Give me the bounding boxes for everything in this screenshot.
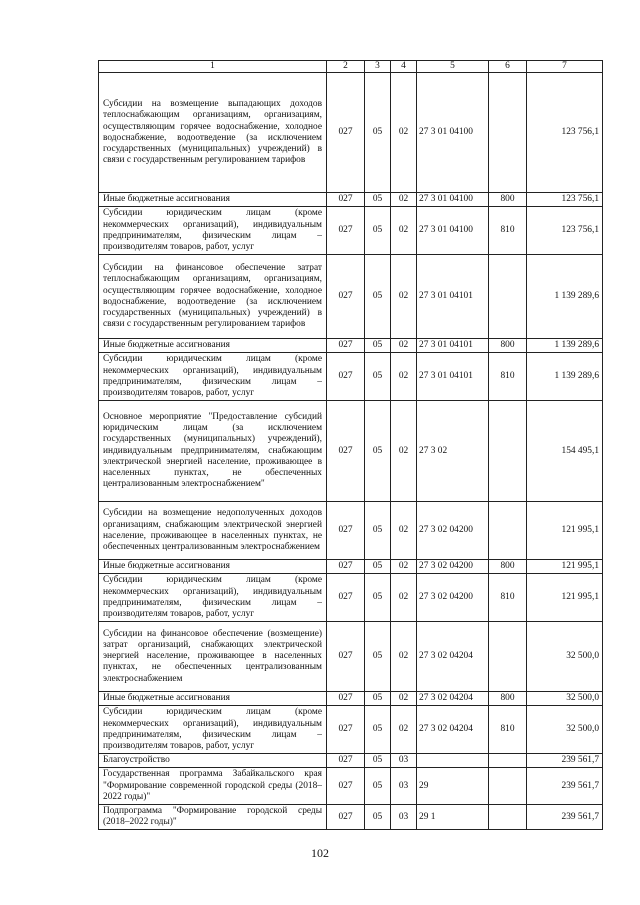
- column-header: 7: [527, 61, 603, 73]
- amount-cell: 239 561,7: [527, 768, 603, 805]
- subsection-cell: 02: [391, 401, 417, 502]
- target-article-cell: 29 1: [417, 805, 489, 830]
- row-name-cell: Основное мероприятие "Предоставление субсидий юридическим лицам (за исключением государственных (муниципальных) учреждений), индивидуальным предпринимателям, снабжающим электрической энергией население, проживающее в населенных пунктах, не обеспеченных централизованным электроснабжением": [99, 401, 327, 502]
- expense-type-cell: [489, 805, 527, 830]
- table-row: [99, 706, 603, 754]
- amount-cell: 32 500,0: [527, 622, 603, 692]
- amount-cell: 123 756,1: [527, 193, 603, 207]
- section-cell: 05: [365, 805, 391, 830]
- table-row: [99, 574, 603, 622]
- target-article-cell: [417, 754, 489, 768]
- row-name-cell: Субсидии на финансовое обеспечение затрат теплоснабжающим организациям, организациям, осуществляющим горячее водоснабжение, холодное водоснабжение, водоотведение (за исключением государственных (муниципальных) учреждений) в связи с государственным регулированием тарифов: [99, 255, 327, 339]
- column-header: 5: [417, 61, 489, 73]
- code-cell: 027: [327, 574, 365, 622]
- expense-type-cell: 810: [489, 574, 527, 622]
- target-article-cell: 27 3 01 04100: [417, 193, 489, 207]
- section-cell: 05: [365, 401, 391, 502]
- target-article-cell: 27 3 01 04101: [417, 255, 489, 339]
- section-cell: 05: [365, 622, 391, 692]
- row-name-cell: Субсидии юридическим лицам (кроме некоммерческих организаций), индивидуальным предпринимателям, физическим лицам – производителям товаров, работ, услуг: [99, 706, 327, 754]
- code-cell: 027: [327, 768, 365, 805]
- amount-cell: 239 561,7: [527, 754, 603, 768]
- expense-type-cell: 800: [489, 560, 527, 574]
- target-article-cell: 27 3 01 04101: [417, 353, 489, 401]
- expense-type-cell: [489, 754, 527, 768]
- row-name-cell: Иные бюджетные ассигнования: [99, 193, 327, 207]
- page-number: 102: [311, 846, 329, 860]
- target-article-cell: 27 3 02: [417, 401, 489, 502]
- row-name-cell: Государственная программа Забайкальского края "Формирование современной городской среды (2018–2022 годы)": [99, 768, 327, 805]
- subsection-cell: 02: [391, 706, 417, 754]
- row-name-cell: Иные бюджетные ассигнования: [99, 560, 327, 574]
- subsection-cell: 02: [391, 692, 417, 706]
- table-row: [99, 560, 603, 574]
- row-name-cell: Субсидии на финансовое обеспечение (возмещение) затрат организаций, снабжающих электрической энергией население, проживающее в населенных пунктах, не обеспеченных централизованным электроснабжением: [99, 622, 327, 692]
- row-name-cell: Подпрограмма "Формирование городской среды (2018–2022 годы)": [99, 805, 327, 830]
- row-name-cell: Иные бюджетные ассигнования: [99, 692, 327, 706]
- subsection-cell: 02: [391, 339, 417, 353]
- expense-type-cell: 810: [489, 353, 527, 401]
- code-cell: 027: [327, 560, 365, 574]
- table-row: [99, 255, 603, 339]
- table-row: [99, 805, 603, 830]
- amount-cell: 121 995,1: [527, 502, 603, 560]
- table-row: [99, 193, 603, 207]
- target-article-cell: 27 3 02 04200: [417, 574, 489, 622]
- section-cell: 05: [365, 574, 391, 622]
- column-header: 2: [327, 61, 365, 73]
- table-body: [99, 73, 603, 830]
- table-row: [99, 622, 603, 692]
- row-name-cell: Иные бюджетные ассигнования: [99, 339, 327, 353]
- amount-cell: 1 139 289,6: [527, 255, 603, 339]
- expense-type-cell: [489, 502, 527, 560]
- expense-type-cell: [489, 255, 527, 339]
- row-name-cell: Субсидии на возмещение недополученных доходов организациям, снабжающим электрической энергией население, проживающее в населенных пунктах, не обеспеченных централизованным электроснабжением: [99, 502, 327, 560]
- amount-cell: 239 561,7: [527, 805, 603, 830]
- section-cell: 05: [365, 73, 391, 193]
- amount-cell: 154 495,1: [527, 401, 603, 502]
- subsection-cell: 02: [391, 502, 417, 560]
- budget-table-container: [98, 60, 602, 830]
- target-article-cell: 27 3 01 04100: [417, 73, 489, 193]
- amount-cell: 32 500,0: [527, 692, 603, 706]
- target-article-cell: 27 3 02 04204: [417, 622, 489, 692]
- amount-cell: 121 995,1: [527, 574, 603, 622]
- row-name-cell: Субсидии на возмещение выпадающих доходов теплоснабжающим организациям, организациям, осуществляющим горячее водоснабжение, холодное водоснабжение, водоотведение (за исключением государственных (муниципальных) учреждений) в связи с государственным регулированием тарифов: [99, 73, 327, 193]
- amount-cell: 121 995,1: [527, 560, 603, 574]
- expense-type-cell: 810: [489, 706, 527, 754]
- expense-type-cell: [489, 768, 527, 805]
- code-cell: 027: [327, 805, 365, 830]
- table-row: [99, 502, 603, 560]
- amount-cell: 32 500,0: [527, 706, 603, 754]
- subsection-cell: 02: [391, 574, 417, 622]
- subsection-cell: 03: [391, 754, 417, 768]
- target-article-cell: 27 3 02 04204: [417, 692, 489, 706]
- table-row: [99, 339, 603, 353]
- table-row: [99, 401, 603, 502]
- section-cell: 05: [365, 692, 391, 706]
- code-cell: 027: [327, 754, 365, 768]
- code-cell: 027: [327, 401, 365, 502]
- subsection-cell: 02: [391, 193, 417, 207]
- section-cell: 05: [365, 768, 391, 805]
- row-name-cell: Субсидии юридическим лицам (кроме некоммерческих организаций), индивидуальным предпринимателям, физическим лицам – производителям товаров, работ, услуг: [99, 207, 327, 255]
- subsection-cell: 02: [391, 353, 417, 401]
- subsection-cell: 02: [391, 622, 417, 692]
- row-name-cell: Субсидии юридическим лицам (кроме некоммерческих организаций), индивидуальным предпринимателям, физическим лицам – производителям товаров, работ, услуг: [99, 574, 327, 622]
- section-cell: 05: [365, 560, 391, 574]
- amount-cell: 1 139 289,6: [527, 339, 603, 353]
- column-header: 3: [365, 61, 391, 73]
- code-cell: 027: [327, 706, 365, 754]
- target-article-cell: 27 3 02 04200: [417, 502, 489, 560]
- code-cell: 027: [327, 353, 365, 401]
- row-name-cell: Благоустройство: [99, 754, 327, 768]
- code-cell: 027: [327, 339, 365, 353]
- amount-cell: 1 139 289,6: [527, 353, 603, 401]
- table-header-row: [99, 61, 603, 73]
- table-row: [99, 207, 603, 255]
- subsection-cell: 02: [391, 560, 417, 574]
- budget-table: [98, 60, 603, 830]
- expense-type-cell: 800: [489, 339, 527, 353]
- column-header: 1: [99, 61, 327, 73]
- section-cell: 05: [365, 339, 391, 353]
- expense-type-cell: 800: [489, 692, 527, 706]
- target-article-cell: 27 3 02 04204: [417, 706, 489, 754]
- row-name-cell: Субсидии юридическим лицам (кроме некоммерческих организаций), индивидуальным предпринимателям, физическим лицам – производителям товаров, работ, услуг: [99, 353, 327, 401]
- section-cell: 05: [365, 502, 391, 560]
- section-cell: 05: [365, 353, 391, 401]
- code-cell: 027: [327, 692, 365, 706]
- section-cell: 05: [365, 255, 391, 339]
- table-row: [99, 353, 603, 401]
- table-row: [99, 692, 603, 706]
- section-cell: 05: [365, 193, 391, 207]
- table-row: [99, 768, 603, 805]
- column-header: 6: [489, 61, 527, 73]
- subsection-cell: 02: [391, 207, 417, 255]
- subsection-cell: 02: [391, 73, 417, 193]
- code-cell: 027: [327, 193, 365, 207]
- subsection-cell: 03: [391, 805, 417, 830]
- expense-type-cell: [489, 73, 527, 193]
- expense-type-cell: 800: [489, 193, 527, 207]
- expense-type-cell: [489, 622, 527, 692]
- subsection-cell: 02: [391, 255, 417, 339]
- amount-cell: 123 756,1: [527, 207, 603, 255]
- target-article-cell: 29: [417, 768, 489, 805]
- table-row: [99, 73, 603, 193]
- code-cell: 027: [327, 502, 365, 560]
- code-cell: 027: [327, 207, 365, 255]
- column-header: 4: [391, 61, 417, 73]
- table-row: [99, 754, 603, 768]
- section-cell: 05: [365, 207, 391, 255]
- expense-type-cell: [489, 401, 527, 502]
- expense-type-cell: 810: [489, 207, 527, 255]
- section-cell: 05: [365, 706, 391, 754]
- section-cell: 05: [365, 754, 391, 768]
- subsection-cell: 03: [391, 768, 417, 805]
- target-article-cell: 27 3 01 04101: [417, 339, 489, 353]
- amount-cell: 123 756,1: [527, 73, 603, 193]
- target-article-cell: 27 3 02 04200: [417, 560, 489, 574]
- code-cell: 027: [327, 622, 365, 692]
- code-cell: 027: [327, 255, 365, 339]
- code-cell: 027: [327, 73, 365, 193]
- target-article-cell: 27 3 01 04100: [417, 207, 489, 255]
